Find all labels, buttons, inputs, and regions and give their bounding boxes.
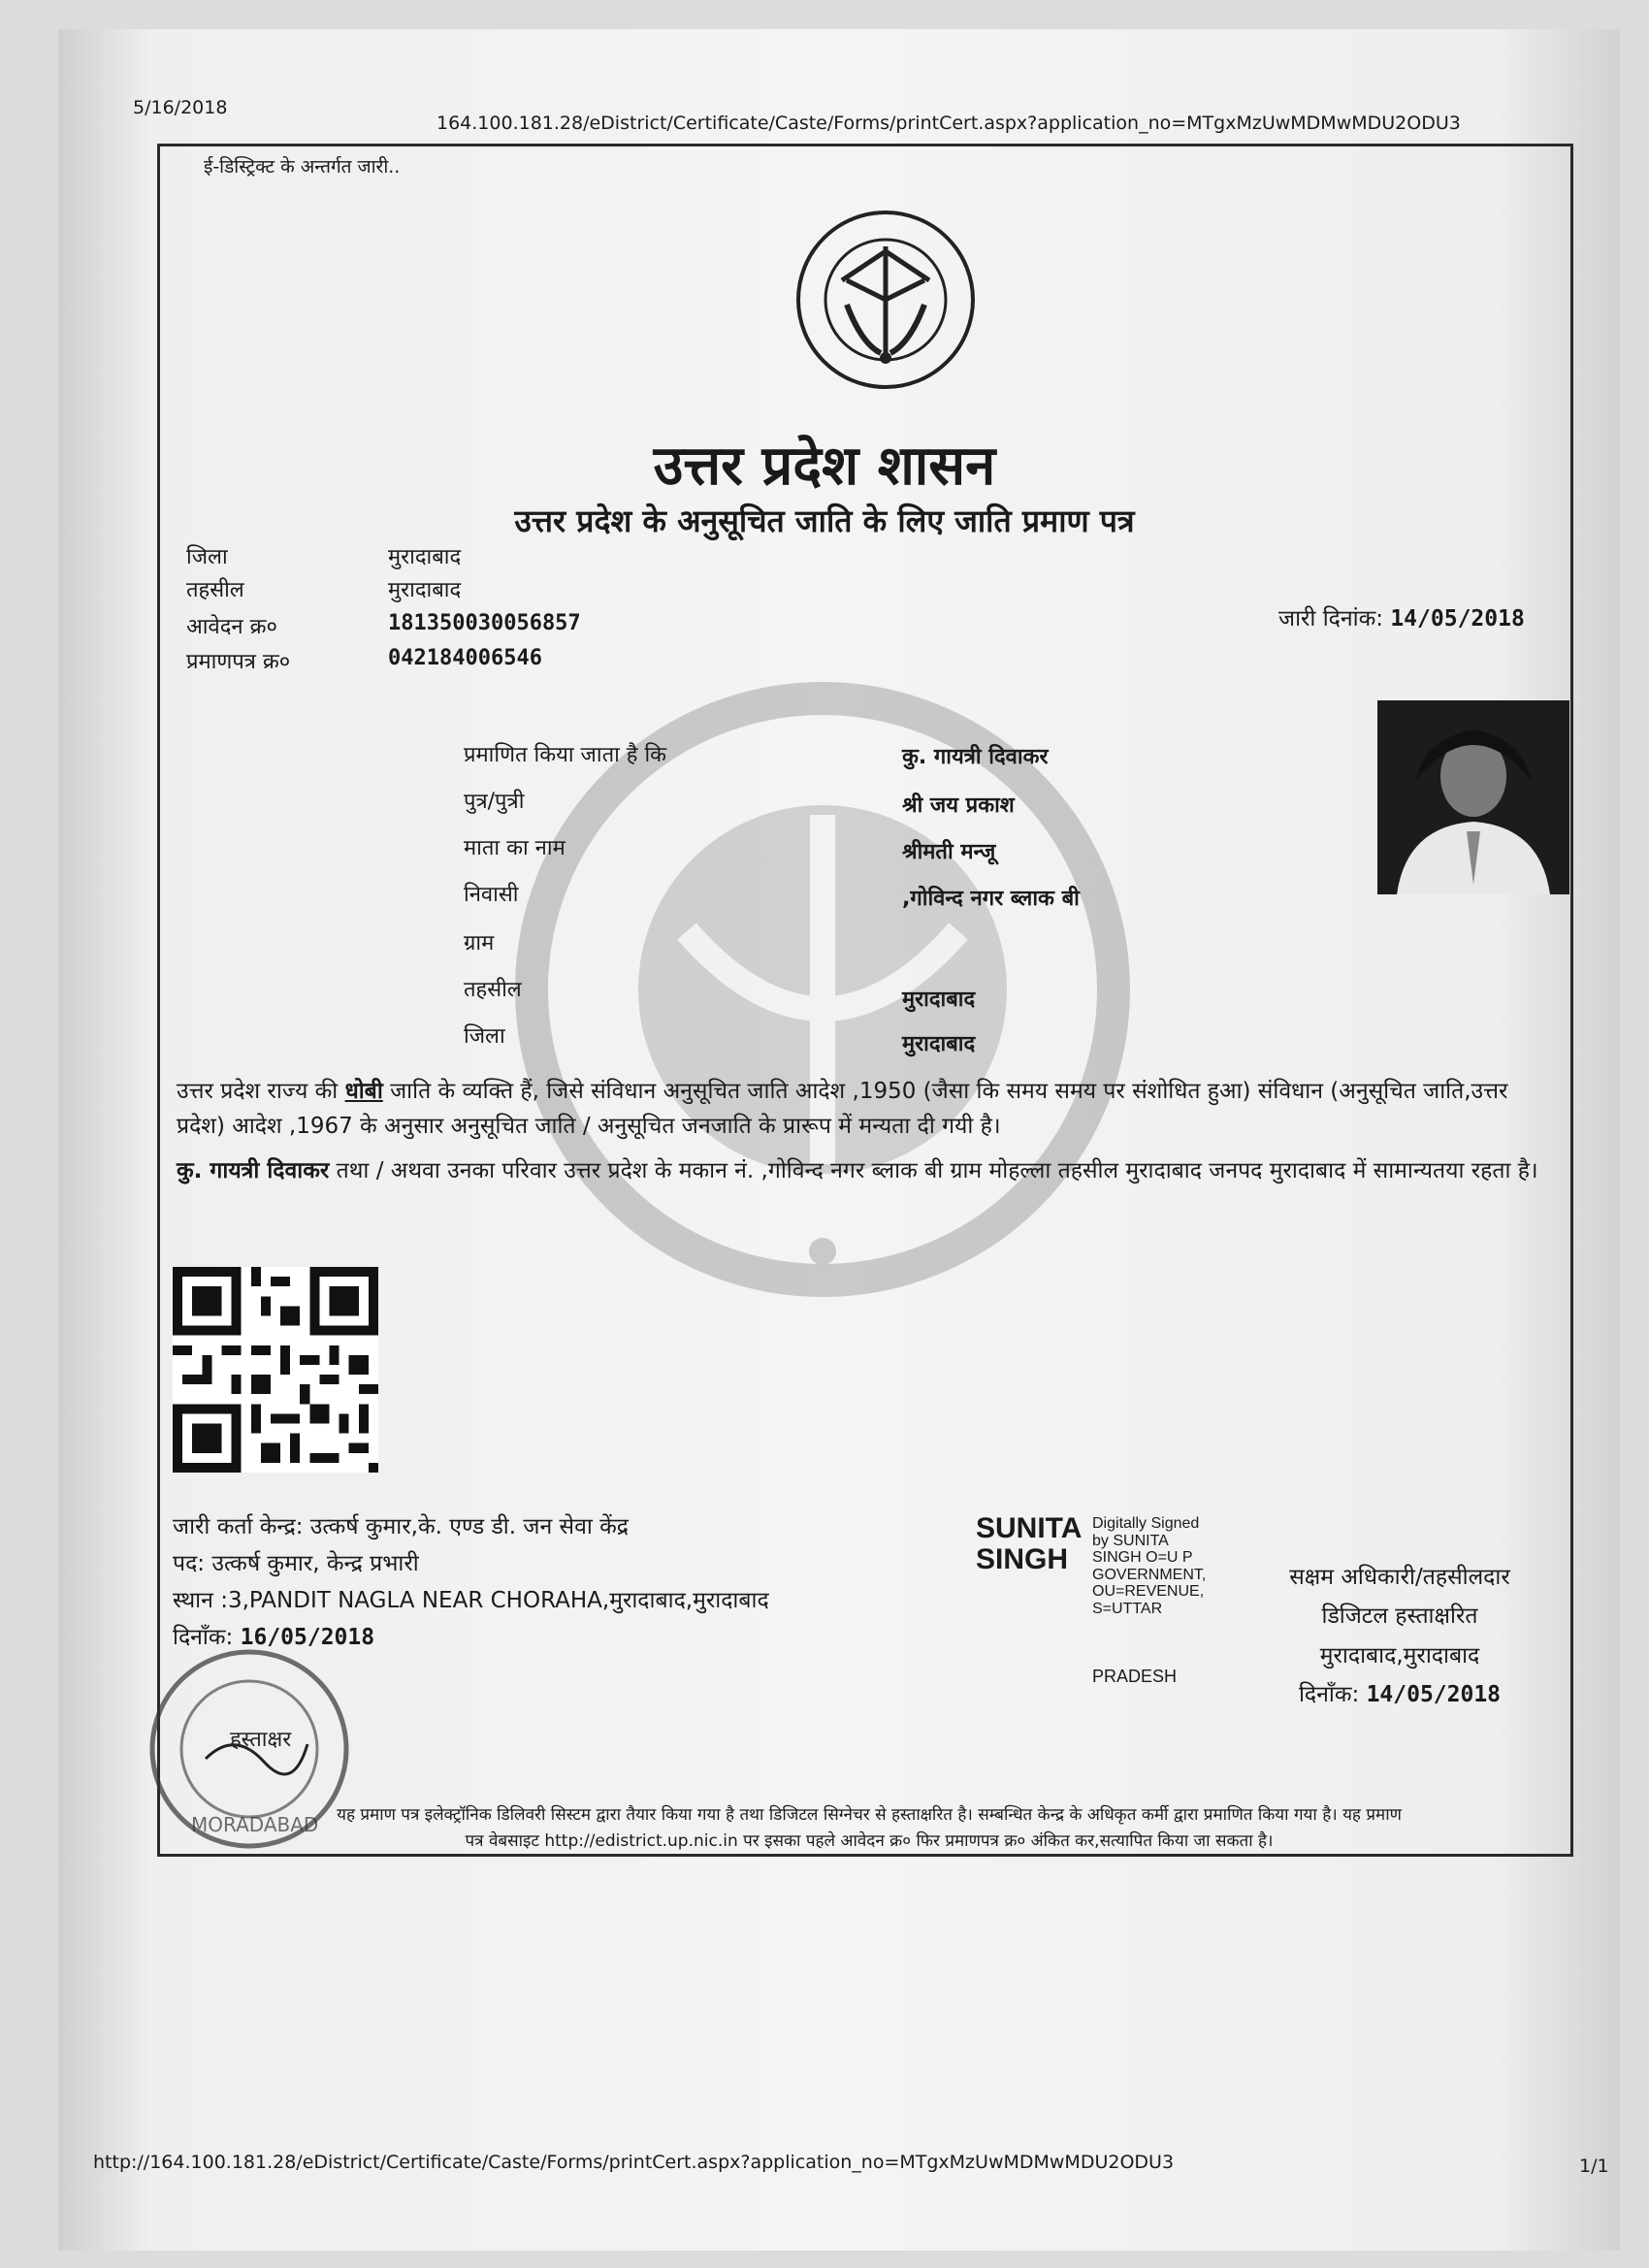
verification-qr-code [173,1267,378,1473]
district-value: मुरादाबाद [388,545,462,569]
print-url: 164.100.181.28/eDistrict/Certificate/Caste/Forms/printCert.aspx?application_no=MTgxMzUwMDMwMDU2ODU3 [436,113,1461,134]
caste-name: धोबी [344,1079,383,1104]
verification-footnote: यह प्रमाण पत्र इलेक्ट्रॉनिक डिलिवरी सिस्टम द्वारा तैयार किया गया है तथा डिजिटल सिग्नेचर से हस्ताक्षरित है। सम्बन्धित केन्द्र के अधिकृत कर्मी द्वारा प्रमाणित किया गया है। यह प्रमाण पत्र वेबसाइट http://edistrict.up.nic.in पर इसका पहले आवेदन क्र० फिर प्रमाणपत्र क्र० अंकित कर,सत्यापित किया जा सकता है। [337,1805,1402,1852]
detail-tehsil-label: तहसील [464,978,522,1002]
issuing-center-block [173,1509,769,1657]
mother-label: माता का नाम [464,836,566,860]
statement-holder-name: कु. गायत्री दिवाकर [177,1158,330,1183]
village-label: ग्राम [464,931,495,956]
district-label: जिला [186,545,228,569]
watermark-seal-icon [512,679,1133,1300]
issuing-post: पद: उत्कर्ष कुमार, केन्द्र प्रभारी [173,1550,419,1576]
mother-name: श्रीमती मन्जू [902,840,996,864]
issuing-place: स्थान :3,PANDIT NAGLA NEAR CHORAHA,मुरादाबाद,मुरादाबाद [173,1587,769,1613]
print-date: 5/16/2018 [133,97,228,118]
officer-designation: सक्षम अधिकारी/तहसीलदार [1289,1565,1510,1590]
signature-region: PRADESH [1092,1667,1178,1686]
officer-block [1269,1558,1531,1714]
application-number-value: 181350030056857 [388,611,581,635]
issued-under-label: ई-डिस्ट्रिक्ट के अन्तर्गत जारी.. [204,156,401,178]
issue-date-value: 14/05/2018 [1390,606,1525,632]
detail-tehsil-value: मुरादाबाद [902,988,976,1012]
resident-value: ,गोविन्द नगर ब्लाक बी [902,887,1080,911]
certified-label: प्रमाणित किया जाता है कि [464,743,667,767]
issuing-center: जारी कर्ता केन्द्र: उत्कर्ष कुमार,के. एण्ड डी. जन सेवा केंद्र [173,1514,630,1539]
issue-date [1278,601,1525,632]
page-number: 1/1 [1579,2155,1609,2177]
detail-district-value: मुरादाबाद [902,1032,976,1056]
officer-signed: डिजिटल हस्ताक्षरित [1321,1604,1478,1630]
issuing-date: दिनाँक: 16/05/2018 [173,1624,375,1650]
residence-statement: कु. गायत्री दिवाकर तथा / अथवा उनका परिवार उत्तर प्रदेश के मकान नं. ,गोविन्द नगर ब्लाक बी ग्राम मोहल्ला तहसील मुरादाबाद जनपद मुरादाबाद में सामान्यतया रहता है। [177,1158,1538,1183]
applicant-photo [1377,700,1569,894]
caste-statement: उत्तर प्रदेश राज्य की धोबी जाति के व्यक्ति हैं, जिसे संविधान अनुसूचित जाति आदेश ,1950 (जैसा कि समय समय पर संशोधित हुआ) संविधान (अनुसूचित जाति,उत्तर प्रदेश) आदेश ,1967 के अनुसार अनुसूचित जाति / अनुसूचित जनजाति के प्रारूप में मन्यता दी गयी है। [177,1079,1508,1139]
footer-url: http://164.100.181.28/eDistrict/Certificate/Caste/Forms/printCert.aspx?application_no=MTgxMzUwMDMwMDU2ODU3 [93,2152,1175,2173]
resident-label: निवासी [464,883,519,907]
holder-name: कु. गायत्री दिवाकर [902,745,1049,769]
signer-name: SUNITA SINGH [976,1512,1083,1575]
stamp-signature: हस्ताक्षर [230,1728,292,1752]
officer-date: दिनाँक: 14/05/2018 [1298,1681,1502,1707]
stamp-city: MORADABAD [191,1813,319,1836]
tehsil-label: तहसील [186,578,244,602]
up-government-emblem-icon [793,208,978,392]
officer-location: मुरादाबाद,मुरादाबाद [1319,1642,1480,1669]
certificate-subtitle: उत्तर प्रदेश के अनुसूचित जाति के लिए जाति प्रमाण पत्र [514,502,1135,539]
father-name: श्री जय प्रकाश [902,794,1015,818]
detail-district-label: जिला [464,1024,505,1049]
issue-date-label: जारी दिनांक: [1278,606,1384,632]
digital-signature-details: Digitally Signed by SUNITA SINGH O=U P GOVERNMENT, OU=REVENUE, S=UTTAR [1092,1515,1207,1617]
certificate-number-value: 042184006546 [388,646,542,670]
tehsil-value: मुरादाबाद [388,578,462,602]
certificate-title: उत्तर प्रदेश शासन [653,434,996,498]
application-number-label: आवेदन क्र० [186,615,277,639]
certificate-number-label: प्रमाणपत्र क्र० [186,650,291,674]
parent-label: पुत्र/पुत्री [464,790,525,814]
